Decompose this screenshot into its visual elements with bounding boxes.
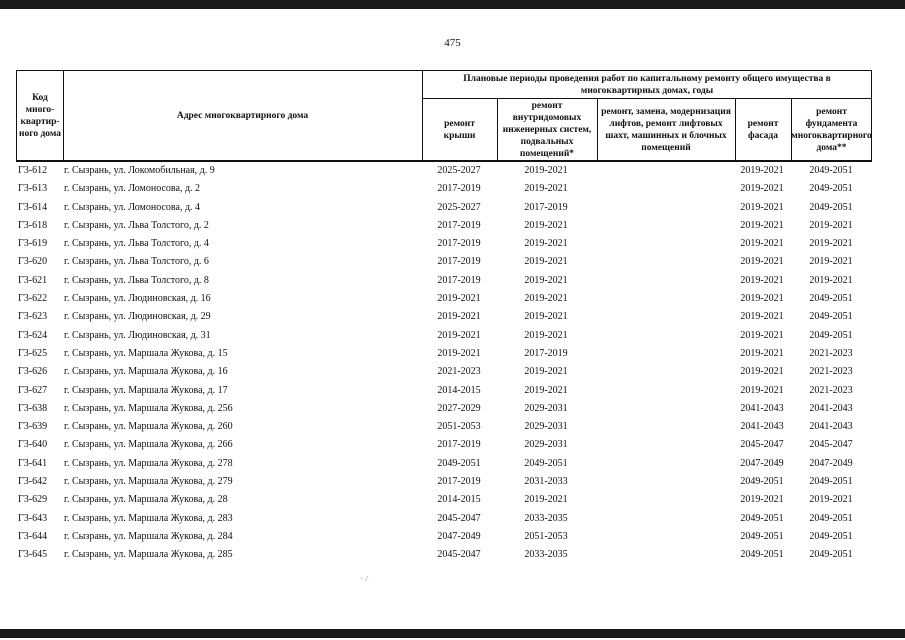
table-row (16, 363, 872, 381)
row-facade: 2019-2021 (740, 329, 784, 341)
row-facade: 2049-2051 (740, 530, 784, 542)
header-periods-group: Плановые периоды проведения работ по капитальному ремонту общего имущества в многоквартирных домах, годы (463, 73, 831, 96)
row-code: Г3-618 (18, 219, 48, 231)
header-roof: ремонт крыши (443, 119, 476, 141)
row-address: г. Сызрань, ул. Маршала Жукова, д. 284 (64, 530, 233, 542)
row-facade: 2019-2021 (740, 219, 784, 231)
row-engineering: 2019-2021 (524, 274, 568, 286)
row-foundation: 2019-2021 (809, 238, 853, 250)
table-row (16, 382, 872, 400)
table-row (16, 546, 872, 564)
row-facade: 2049-2051 (740, 512, 784, 524)
table-row (16, 235, 872, 253)
row-code: Г3-623 (18, 311, 48, 323)
row-engineering: 2033-2035 (524, 512, 568, 524)
row-engineering: 2019-2021 (524, 256, 568, 268)
row-address: г. Сызрань, ул. Маршала Жукова, д. 28 (64, 494, 228, 506)
row-facade: 2045-2047 (740, 439, 784, 451)
row-facade: 2019-2021 (740, 293, 784, 305)
row-foundation: 2047-2049 (809, 457, 853, 469)
row-roof: 2019-2021 (437, 311, 481, 323)
row-code: Г3-625 (18, 347, 48, 359)
row-foundation: 2019-2021 (809, 274, 853, 286)
row-roof: 2025-2027 (437, 201, 481, 213)
row-foundation: 2049-2051 (809, 476, 853, 488)
row-address: г. Сызрань, ул. Льва Толстого, д. 8 (64, 274, 209, 286)
row-address: г. Сызрань, ул. Маршала Жукова, д. 260 (64, 421, 233, 433)
row-foundation: 2021-2023 (809, 347, 853, 359)
row-facade: 2019-2021 (740, 238, 784, 250)
row-address: г. Сызрань, ул. Льва Толстого, д. 6 (64, 256, 209, 268)
row-engineering: 2031-2033 (524, 476, 568, 488)
row-address: г. Сызрань, ул. Маршала Жукова, д. 15 (64, 347, 228, 359)
row-facade: 2019-2021 (740, 384, 784, 396)
row-facade: 2047-2049 (740, 457, 784, 469)
row-foundation: 2049-2051 (809, 329, 853, 341)
row-code: Г3-620 (18, 256, 48, 268)
header-address: Адрес многоквартирного дома (176, 111, 309, 121)
table-row (16, 308, 872, 326)
table-row (16, 436, 872, 454)
row-code: Г3-612 (18, 165, 48, 176)
header-code: Код много-квартир-ного дома (19, 93, 61, 139)
row-foundation: 2049-2051 (809, 549, 853, 561)
row-code: Г3-642 (18, 476, 48, 488)
row-code: Г3-624 (18, 329, 48, 341)
row-code: Г3-644 (18, 530, 48, 542)
header-foundation: ремонт фундамента многоквартирного дома** (791, 107, 872, 153)
row-facade: 2019-2021 (740, 274, 784, 286)
row-address: г. Сызрань, ул. Маршала Жукова, д. 256 (64, 402, 233, 414)
row-address: г. Сызрань, ул. Локомобильная, д. 9 (64, 165, 215, 176)
scan-bottom-border (0, 629, 905, 638)
row-roof: 2017-2019 (437, 219, 481, 231)
row-address: г. Сызрань, ул. Людиновская, д. 31 (64, 329, 211, 341)
row-foundation: 2049-2051 (809, 512, 853, 524)
row-engineering: 2049-2051 (524, 457, 568, 469)
header-facade: ремонт фасада (747, 119, 779, 141)
table-row (16, 400, 872, 418)
table-row (16, 253, 872, 271)
row-engineering: 2029-2031 (524, 439, 568, 451)
row-code: Г3-614 (18, 201, 48, 213)
row-facade: 2041-2043 (740, 402, 784, 414)
row-code: Г3-645 (18, 549, 48, 561)
header-engineering: ремонт внутридомовых инженерных систем, подвальных помещений* (502, 101, 592, 159)
row-address: г. Сызрань, ул. Ломоносова, д. 2 (64, 183, 201, 195)
table-row (16, 327, 872, 345)
row-address: г. Сызрань, ул. Маршала Жукова, д. 285 (64, 549, 233, 561)
row-engineering: 2019-2021 (524, 494, 568, 506)
row-roof: 2017-2019 (437, 439, 481, 451)
row-code: Г3-639 (18, 421, 48, 433)
row-address: г. Сызрань, ул. Маршала Жукова, д. 279 (64, 476, 233, 488)
row-engineering: 2019-2021 (524, 165, 568, 176)
table-header (16, 70, 872, 162)
row-foundation: 2049-2051 (809, 293, 853, 305)
row-address: г. Сызрань, ул. Маршала Жукова, д. 266 (64, 439, 233, 451)
header-lift: ремонт, замена, модернизация лифтов, ремонт лифтовых шахт, машинных и блочных помещений (601, 107, 731, 153)
row-foundation: 2045-2047 (809, 439, 853, 451)
row-code: Г3-621 (18, 274, 48, 286)
row-address: г. Сызрань, ул. Маршала Жукова, д. 278 (64, 457, 233, 469)
row-foundation: 2049-2051 (809, 530, 853, 542)
table-row (16, 473, 872, 491)
row-roof: 2027-2029 (437, 402, 481, 414)
table-row (16, 345, 872, 363)
row-facade: 2019-2021 (740, 165, 784, 176)
row-roof: 2049-2051 (437, 457, 481, 469)
row-code: Г3-627 (18, 384, 48, 396)
row-roof: 2019-2021 (437, 329, 481, 341)
row-code: Г3-643 (18, 512, 48, 524)
row-engineering: 2033-2035 (524, 549, 568, 561)
row-facade: 2019-2021 (740, 256, 784, 268)
row-facade: 2019-2021 (740, 347, 784, 359)
table-row (16, 162, 872, 180)
row-engineering: 2051-2053 (524, 530, 568, 542)
row-address: г. Сызрань, ул. Маршала Жукова, д. 283 (64, 512, 233, 524)
table-row (16, 199, 872, 217)
row-foundation: 2019-2021 (809, 219, 853, 231)
row-foundation: 2041-2043 (809, 421, 853, 433)
row-engineering: 2029-2031 (524, 421, 568, 433)
row-foundation: 2049-2051 (809, 201, 853, 213)
row-roof: 2019-2021 (437, 347, 481, 359)
row-roof: 2051-2053 (437, 421, 481, 433)
row-facade: 2019-2021 (740, 201, 784, 213)
row-code: Г3-619 (18, 238, 48, 250)
table-row (16, 272, 872, 290)
row-roof: 2017-2019 (437, 238, 481, 250)
row-foundation: 2049-2051 (809, 311, 853, 323)
row-code: Г3-638 (18, 402, 48, 414)
row-address: г. Сызрань, ул. Людиновская, д. 16 (64, 293, 211, 305)
row-code: Г3-626 (18, 366, 48, 378)
row-facade: 2041-2043 (740, 421, 784, 433)
row-engineering: 2019-2021 (524, 311, 568, 323)
scan-specks: · ⁄ (360, 575, 367, 583)
row-engineering: 2019-2021 (524, 329, 568, 341)
row-code: Г3-640 (18, 439, 48, 451)
row-engineering: 2017-2019 (524, 201, 568, 213)
row-address: г. Сызрань, ул. Льва Толстого, д. 2 (64, 219, 209, 231)
row-roof: 2014-2015 (437, 494, 481, 506)
row-engineering: 2019-2021 (524, 384, 568, 396)
row-facade: 2019-2021 (740, 183, 784, 195)
row-roof: 2047-2049 (437, 530, 481, 542)
table-row (16, 491, 872, 509)
row-code: Г3-629 (18, 494, 48, 506)
row-code: Г3-641 (18, 457, 48, 469)
row-foundation: 2049-2051 (809, 165, 853, 176)
row-facade: 2049-2051 (740, 476, 784, 488)
row-address: г. Сызрань, ул. Ломоносова, д. 4 (64, 201, 201, 213)
row-engineering: 2019-2021 (524, 219, 568, 231)
row-engineering: 2019-2021 (524, 366, 568, 378)
row-roof: 2019-2021 (437, 293, 481, 305)
row-engineering: 2029-2031 (524, 402, 568, 414)
row-facade: 2019-2021 (740, 366, 784, 378)
row-address: г. Сызрань, ул. Льва Толстого, д. 4 (64, 238, 209, 250)
table-body (16, 162, 872, 565)
scan-top-border (0, 0, 905, 9)
row-address: г. Сызрань, ул. Маршала Жукова, д. 17 (64, 384, 228, 396)
table-row (16, 510, 872, 528)
row-engineering: 2019-2021 (524, 183, 568, 195)
row-foundation: 2019-2021 (809, 494, 853, 506)
row-facade: 2049-2051 (740, 549, 784, 561)
row-roof: 2045-2047 (437, 549, 481, 561)
row-foundation: 2041-2043 (809, 402, 853, 414)
row-roof: 2025-2027 (437, 165, 481, 176)
row-foundation: 2021-2023 (809, 366, 853, 378)
row-roof: 2021-2023 (437, 366, 481, 378)
row-foundation: 2049-2051 (809, 183, 853, 195)
row-roof: 2014-2015 (437, 384, 481, 396)
row-foundation: 2019-2021 (809, 256, 853, 268)
row-address: г. Сызрань, ул. Людиновская, д. 29 (64, 311, 211, 323)
row-code: Г3-622 (18, 293, 48, 305)
table-row (16, 217, 872, 235)
row-foundation: 2021-2023 (809, 384, 853, 396)
row-engineering: 2017-2019 (524, 347, 568, 359)
row-roof: 2017-2019 (437, 183, 481, 195)
row-engineering: 2019-2021 (524, 293, 568, 305)
row-roof: 2017-2019 (437, 476, 481, 488)
table-row (16, 528, 872, 546)
row-facade: 2019-2021 (740, 494, 784, 506)
repair-schedule-table (16, 70, 872, 565)
table-row (16, 290, 872, 308)
row-facade: 2019-2021 (740, 311, 784, 323)
row-code: Г3-613 (18, 183, 48, 195)
row-roof: 2045-2047 (437, 512, 481, 524)
row-engineering: 2019-2021 (524, 238, 568, 250)
row-roof: 2017-2019 (437, 274, 481, 286)
table-row (16, 418, 872, 436)
row-roof: 2017-2019 (437, 256, 481, 268)
table-row (16, 180, 872, 198)
row-address: г. Сызрань, ул. Маршала Жукова, д. 16 (64, 366, 228, 378)
table-row (16, 455, 872, 473)
page-number: 475 (444, 37, 461, 49)
